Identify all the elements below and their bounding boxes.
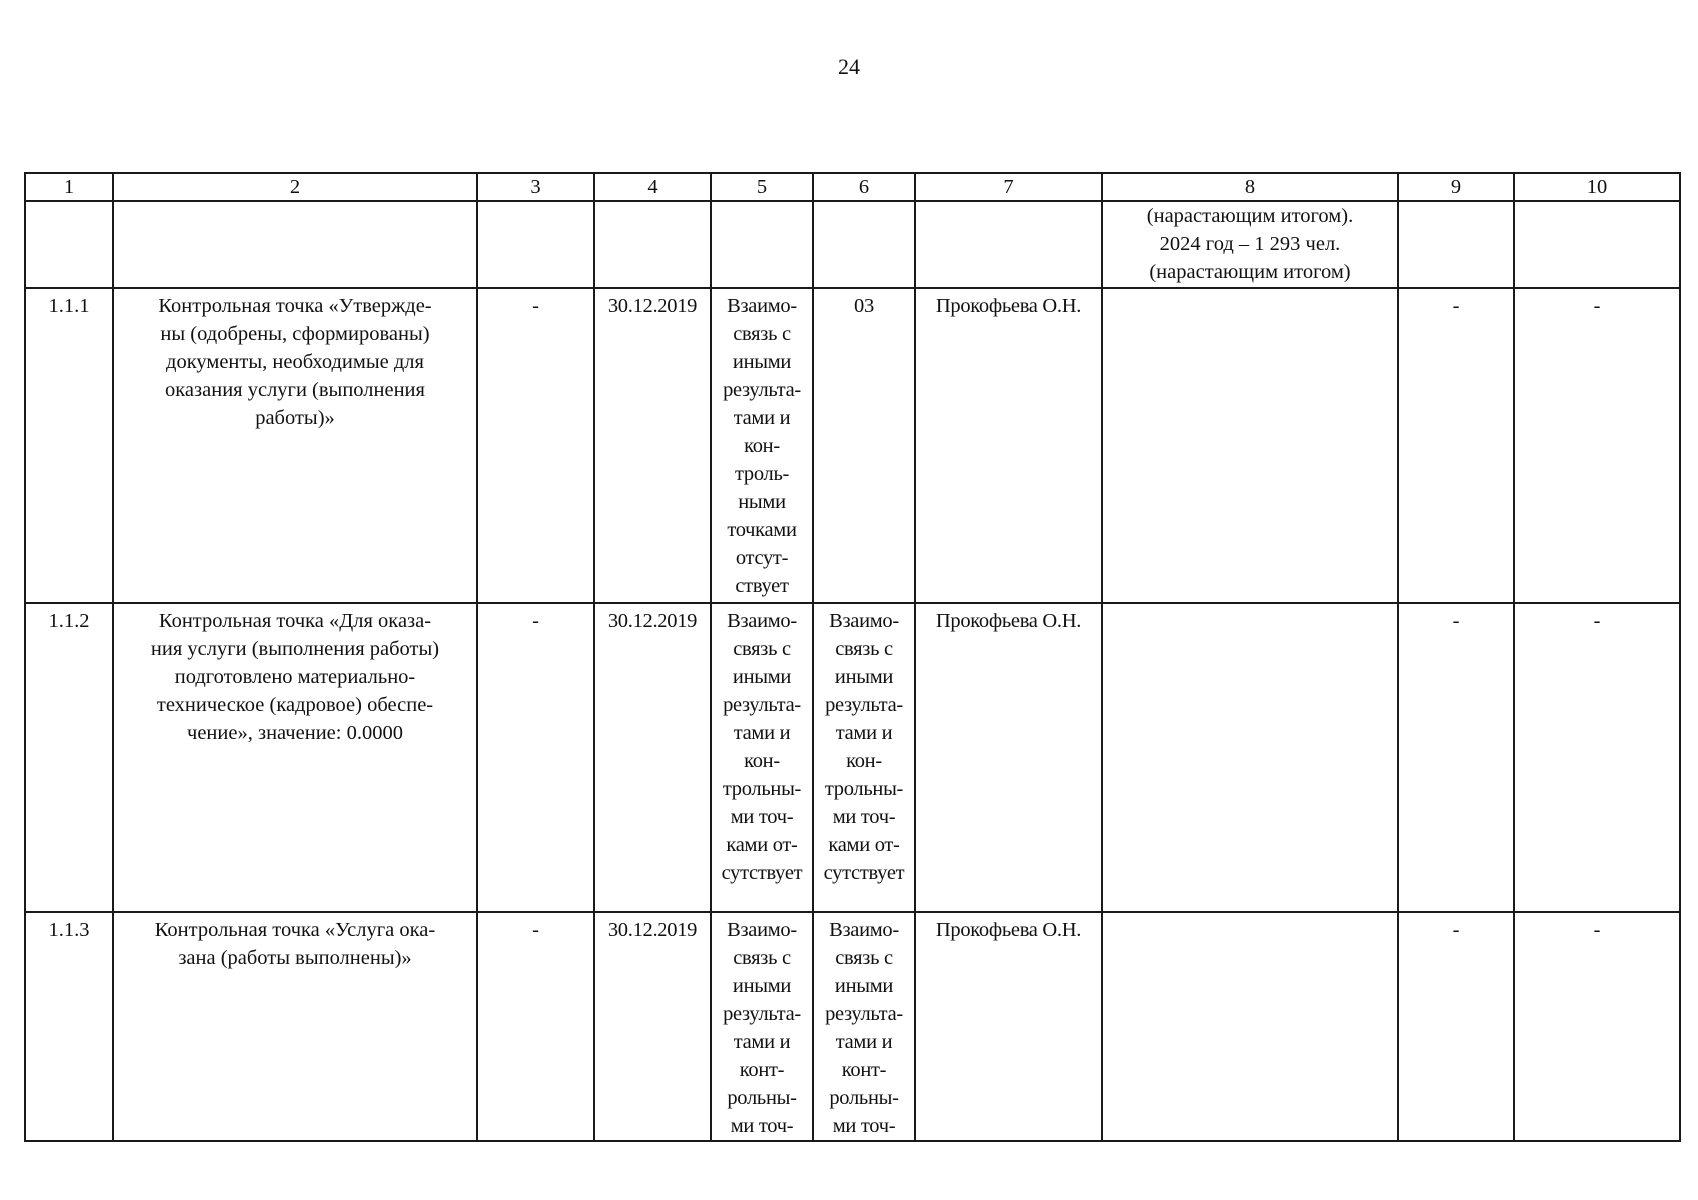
text-line: тами и: [733, 1031, 791, 1053]
column-number-header-row: [25, 173, 1680, 201]
table-cell: [477, 201, 594, 288]
responsible-person: Прокофьева О.Н.: [915, 603, 1102, 912]
text-line: результа-: [723, 694, 801, 716]
text-line: сутствует: [721, 862, 803, 884]
text-line: Взаимо-: [829, 919, 899, 941]
text-line: трольны-: [824, 778, 904, 800]
text-line: ми точ-: [832, 1115, 896, 1137]
column-header: 6: [813, 173, 915, 201]
text-line: связь с: [835, 638, 893, 660]
text-line: иными: [732, 975, 792, 997]
text-line: результа-: [825, 1003, 903, 1025]
text-line: техническое (кадровое) обеспе-: [156, 694, 434, 716]
column-header: 4: [594, 173, 711, 201]
text-line: конт-: [841, 1059, 887, 1081]
table-cell: -: [1398, 288, 1514, 603]
text-line: трольны-: [722, 778, 802, 800]
text-line: связь с: [733, 638, 791, 660]
text-line: Взаимо-: [727, 610, 797, 632]
text-line: тами и: [835, 1031, 893, 1053]
text-line: рольны-: [727, 1087, 797, 1109]
text-line: троль-: [734, 463, 790, 485]
table-cell: [25, 201, 113, 288]
table-row: [25, 912, 1680, 1141]
text-line: отсут-: [735, 547, 789, 569]
control-points-table: [24, 172, 1681, 1142]
text-line: ния услуги (выполнения работы): [150, 638, 440, 660]
text-line: тами и: [733, 722, 791, 744]
responsible-person: Прокофьева О.Н.: [915, 288, 1102, 603]
row-number: 1.1.1: [25, 288, 113, 603]
text-line: результа-: [723, 1003, 801, 1025]
text-line: ками от-: [726, 834, 798, 856]
text-line: ными: [738, 491, 786, 513]
column-header: 8: [1102, 173, 1398, 201]
text-line: чение», значение: 0.0000: [187, 722, 403, 744]
control-point-name: [113, 288, 477, 603]
table-cell: [1102, 288, 1398, 603]
text-line: ками от-: [828, 834, 900, 856]
column-header: 2: [113, 173, 477, 201]
row-number: 1.1.2: [25, 603, 113, 912]
deadline-date: 30.12.2019: [594, 288, 711, 603]
column-header: 9: [1398, 173, 1514, 201]
table-cell: [1102, 912, 1398, 1141]
text-line: сутствует: [823, 862, 905, 884]
text-line: иными: [834, 975, 894, 997]
text-line: рольны-: [829, 1087, 899, 1109]
table-cell: -: [1398, 912, 1514, 1141]
text-line: иными: [732, 666, 792, 688]
text-line: ны (одобрены, сформированы): [160, 323, 430, 345]
relation-cell: [711, 912, 813, 1141]
column-header: 10: [1514, 173, 1680, 201]
control-point-name: [113, 912, 477, 1141]
text-line: кон-: [846, 750, 882, 772]
text-line: связь с: [733, 947, 791, 969]
text-line: кон-: [744, 750, 780, 772]
text-line: (нарастающим итогом): [1149, 261, 1351, 283]
table-cell: -: [1514, 912, 1680, 1141]
text-line: Взаимо-: [829, 610, 899, 632]
table-cell: [813, 201, 915, 288]
text-line: тами и: [733, 407, 791, 429]
responsible-person: Прокофьева О.Н.: [915, 912, 1102, 1141]
text-line: 2024 год – 1 293 чел.: [1159, 233, 1341, 255]
text-line: оказания услуги (выполнения: [165, 379, 425, 401]
continuation-row: [25, 201, 1680, 288]
text-line: подготовлено материально-: [174, 666, 416, 688]
column-header: 7: [915, 173, 1102, 201]
text-line: кон-: [744, 435, 780, 457]
table-cell: [1514, 201, 1680, 288]
table-cell: -: [1398, 603, 1514, 912]
text-line: иными: [732, 351, 792, 373]
deadline-date: 30.12.2019: [594, 603, 711, 912]
column-header: 5: [711, 173, 813, 201]
text-line: Контрольная точка «Для оказа-: [158, 610, 432, 632]
deadline-date: 30.12.2019: [594, 912, 711, 1141]
table-cell: [915, 201, 1102, 288]
table-row: [25, 288, 1680, 603]
text-line: ми точ-: [730, 1115, 794, 1137]
text-line: ми точ-: [730, 806, 794, 828]
relation-cell: [813, 912, 915, 1141]
text-line: ми точ-: [832, 806, 896, 828]
table-cell: -: [477, 288, 594, 603]
page-number: 24: [838, 54, 860, 79]
table-cell: -: [1514, 288, 1680, 603]
control-point-name: [113, 603, 477, 912]
text-line: Контрольная точка «Услуга ока-: [154, 919, 436, 941]
text-line: ствует: [735, 575, 789, 597]
text-line: тами и: [835, 722, 893, 744]
table-cell: -: [1514, 603, 1680, 912]
text-line: точками: [727, 519, 797, 541]
relation-cell: [813, 603, 915, 912]
text-line: 03: [854, 295, 874, 317]
text-line: связь с: [835, 947, 893, 969]
text-line: Контрольная точка «Утвержде-: [158, 295, 432, 317]
table-cell: [594, 201, 711, 288]
table-row: [25, 603, 1680, 912]
table-cell: [1398, 201, 1514, 288]
table-cell: [711, 201, 813, 288]
table-cell: [113, 201, 477, 288]
indicator-cell: [1102, 201, 1398, 288]
column-header: 1: [25, 173, 113, 201]
text-line: конт-: [739, 1059, 785, 1081]
text-line: иными: [834, 666, 894, 688]
text-line: результа-: [825, 694, 903, 716]
text-line: связь с: [733, 323, 791, 345]
table-cell: -: [477, 603, 594, 912]
text-line: документы, необходимые для: [166, 351, 424, 373]
text-line: результа-: [723, 379, 801, 401]
relation-cell: [813, 288, 915, 603]
table-cell: [1102, 603, 1398, 912]
text-line: (нарастающим итогом).: [1146, 205, 1354, 227]
relation-cell: [711, 288, 813, 603]
relation-cell: [711, 603, 813, 912]
text-line: Взаимо-: [727, 295, 797, 317]
text-line: работы)»: [255, 407, 335, 429]
text-line: зана (работы выполнены)»: [178, 947, 412, 969]
row-number: 1.1.3: [25, 912, 113, 1141]
table-cell: -: [477, 912, 594, 1141]
column-header: 3: [477, 173, 594, 201]
text-line: Взаимо-: [727, 919, 797, 941]
